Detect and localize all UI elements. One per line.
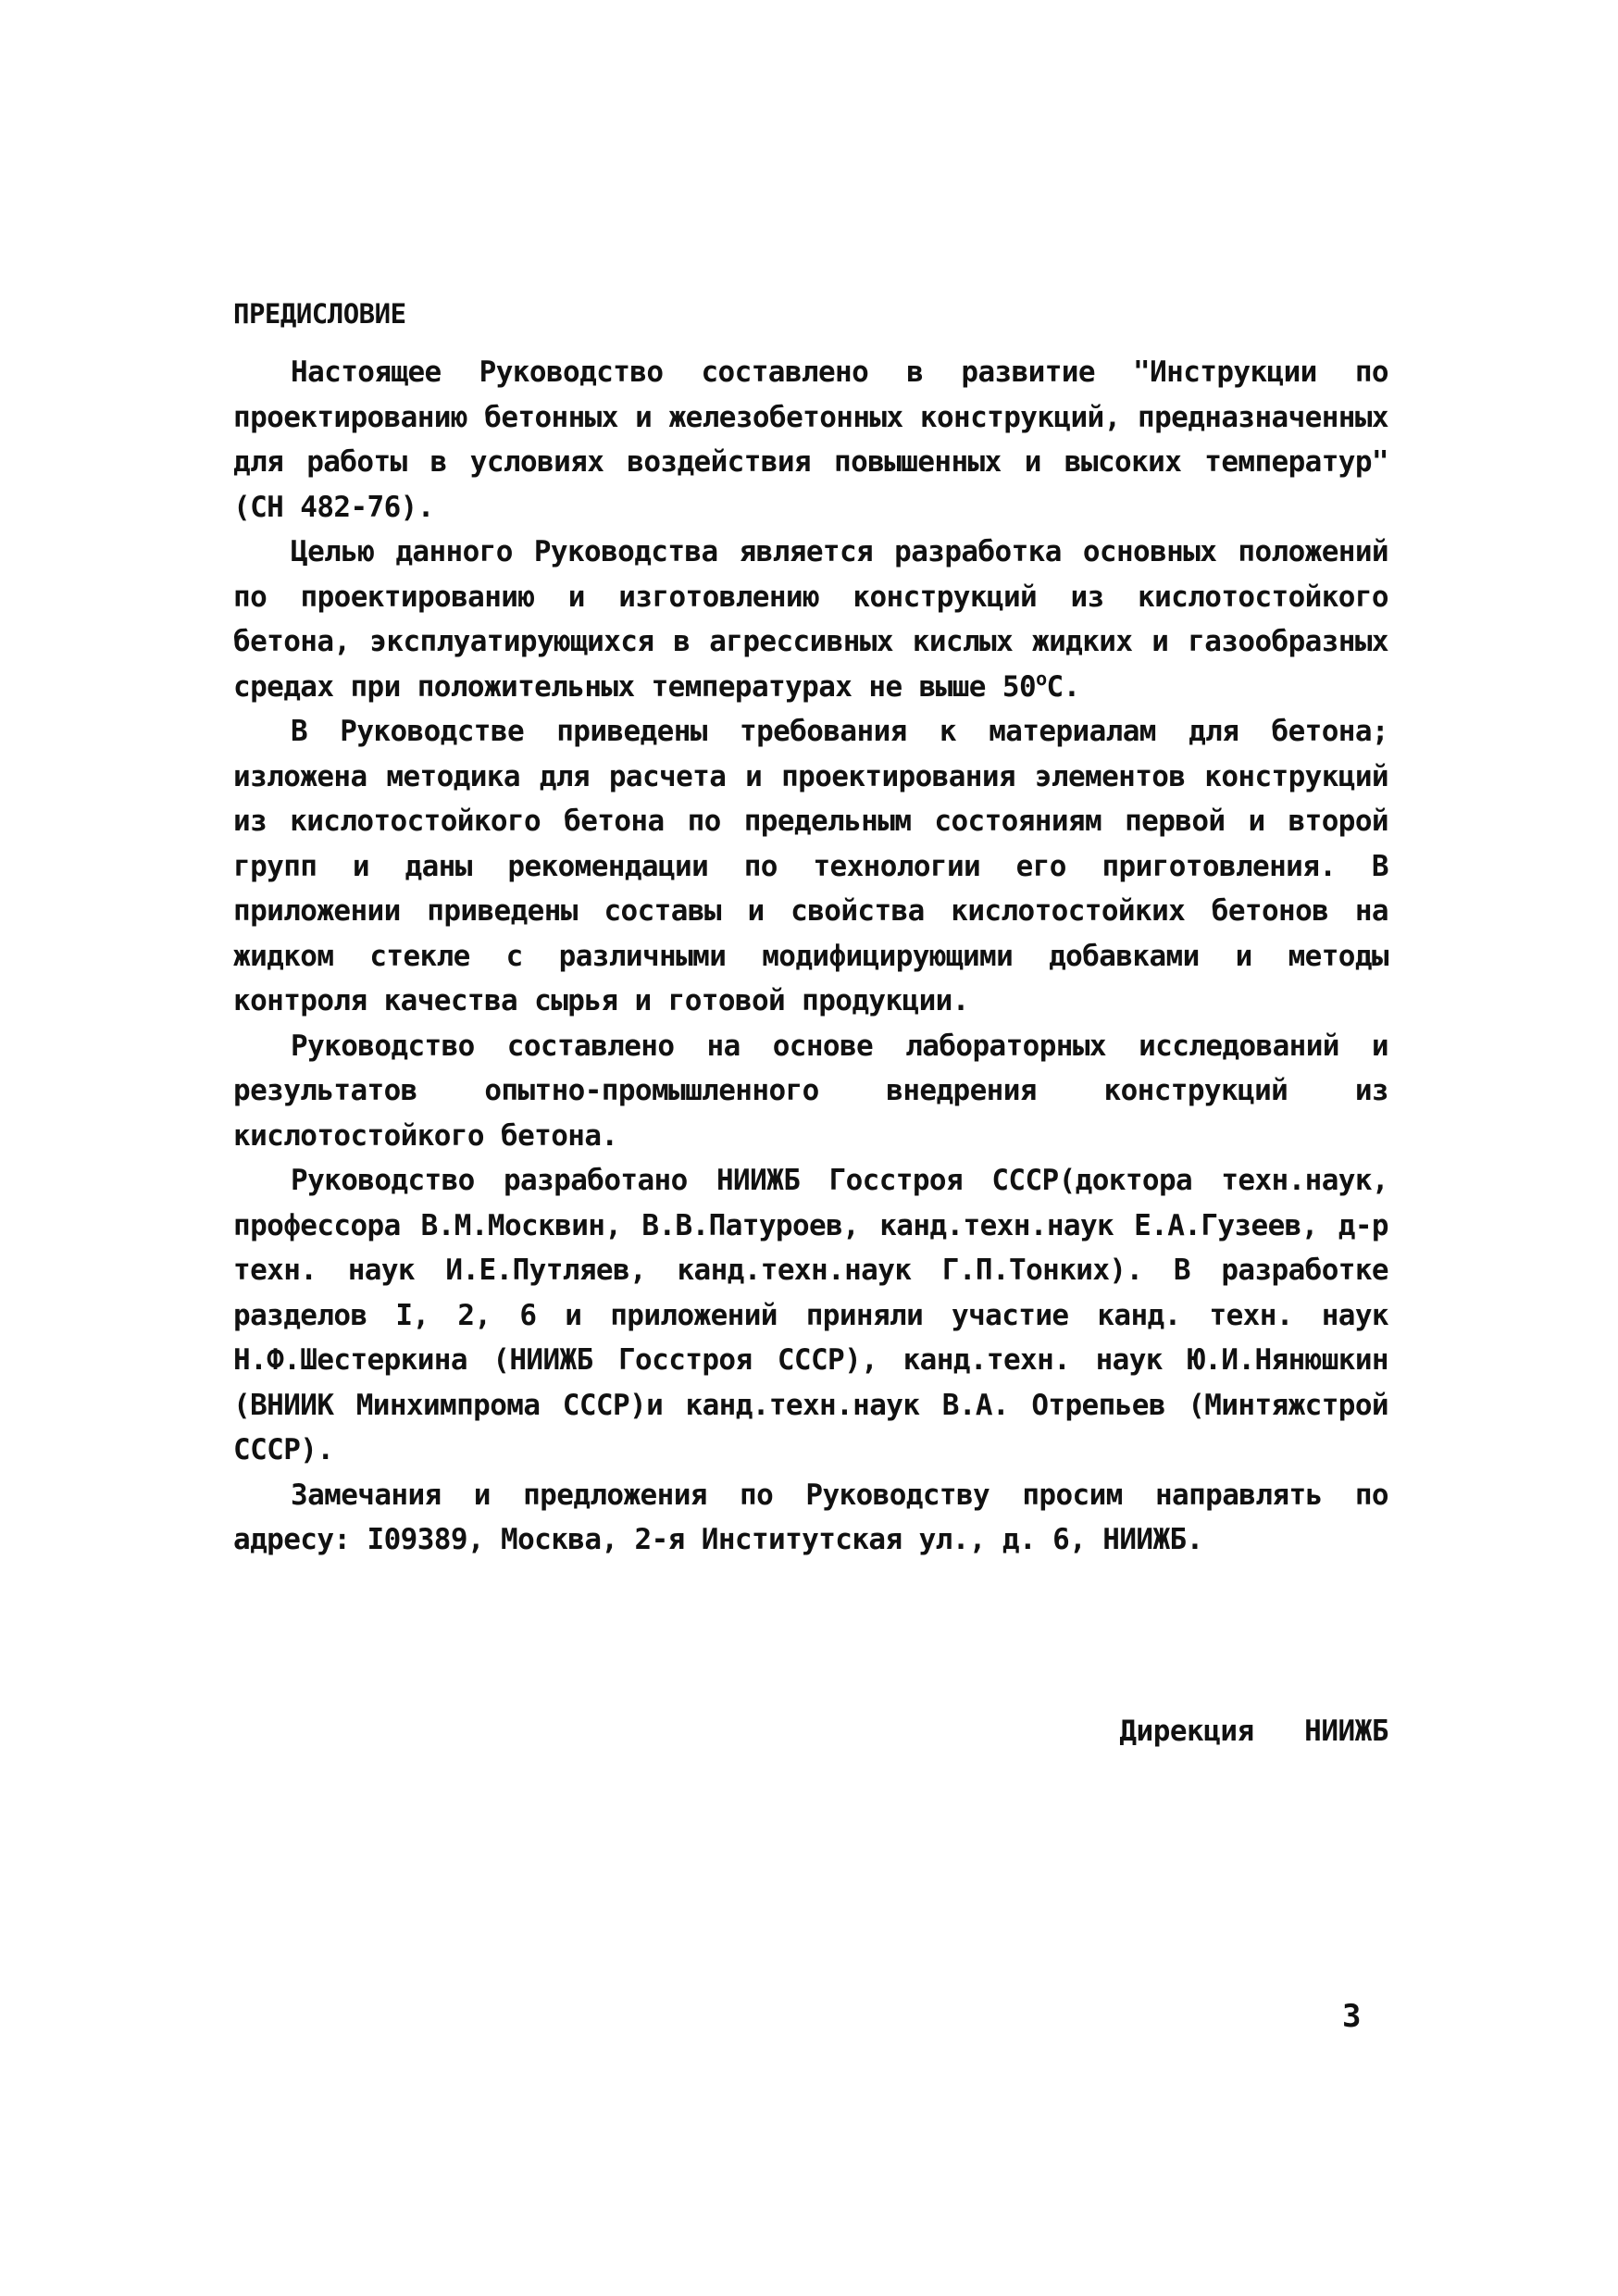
degree-superscript: о bbox=[1036, 667, 1047, 690]
paragraph-feedback-address: Замечания и предложения по Руководству просим направлять по адресу: I09389, Москва, 2-я Институтская ул., д. 6, НИИЖБ. bbox=[233, 1478, 1388, 1556]
paragraph-basis: Руководство составлено на основе лабораторных исследований и результатов опытно-промышленного внедрения конструкций из кислотостойкого бетона. bbox=[233, 1029, 1388, 1153]
signature: Дирекция НИИЖБ bbox=[1119, 1715, 1388, 1748]
temperature-unit: С. bbox=[1046, 669, 1080, 704]
paragraph-contents: В Руководстве приведены требования к материалам для бетона; изложена методика для расчета и проектирования элементов конструкций из кислотостойкого бетона по предельным состояниям первой и второй групп и даны рекомендации по технологии его приготовления. В приложении приведены составы и свойства кислотостойких бетонов на жидком стекле с различными модифицирующими добавками и методы контроля качества сырья и готовой продукции. bbox=[233, 715, 1388, 1017]
paragraph-goal-text: Целью данного Руководства является разработка основных положений по проектированию и изготовлению конструкций из кислотостойкого бетона, эксплуатирующихся в агрессивных кислых жидких и газообразных средах при положительных температурах не выше 50 bbox=[233, 535, 1388, 704]
document-heading: ПРЕДИСЛОВИЕ bbox=[233, 298, 406, 330]
paragraph-authors: Руководство разработано НИИЖБ Госстроя СССР(доктора техн.наук, профессора В.М.Москвин, В.В.Патуроев, канд.техн.наук Е.А.Гузеев, д-р техн. наук И.Е.Путляев, канд.техн.наук Г.П.Тонких). В разработке разделов I, 2, 6 и приложений приняли участие канд. техн. наук Н.Ф.Шестеркина (НИИЖБ Госстроя СССР), канд.техн. наук Ю.И.Нянюшкин (ВНИИК Минхимпрома СССР)и канд.техн.наук В.А. Отрепьев (Минтяжстрой СССР). bbox=[233, 1164, 1388, 1466]
paragraph-purpose-development: Настоящее Руководство составлено в развитие "Инструкции по проектированию бетонных и железобетонных конструкций, предназначенных для работы в условиях воздействия повышенных и высоких температур" (СН 482-76). bbox=[233, 356, 1388, 524]
page-number: 3 bbox=[1342, 1998, 1362, 2035]
document-body bbox=[233, 350, 1388, 1563]
paragraph-goal bbox=[233, 530, 1388, 709]
